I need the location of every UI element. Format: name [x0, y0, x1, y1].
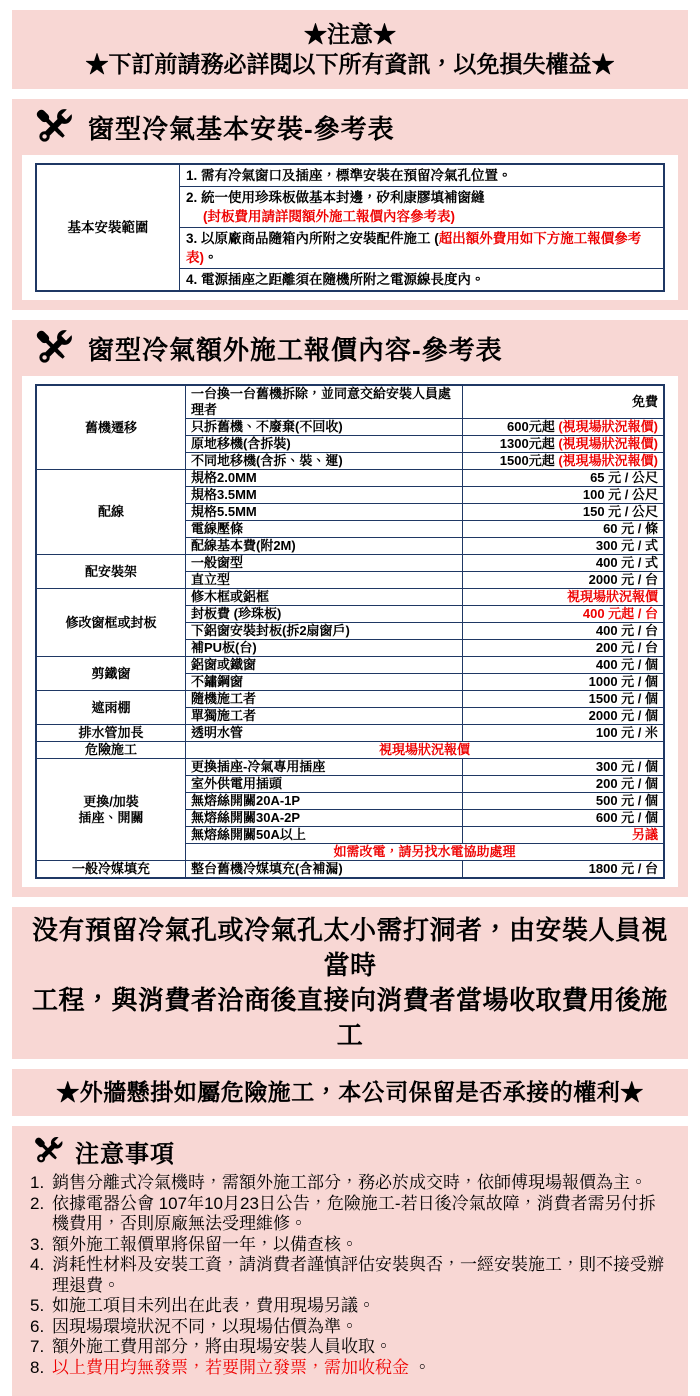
table-row [36, 657, 664, 674]
price-cell [463, 657, 665, 674]
text: 額外施工報價單將保留一年，以備查核。 [52, 1234, 358, 1254]
category-cell: 配線 [36, 470, 186, 555]
merged-note-cell: 視現場狀況報價 [186, 742, 665, 759]
item-cell: 修木框或鋁框 [186, 589, 463, 606]
list-item [28, 1235, 670, 1256]
text: 2. 統一使用珍珠板做基本封邊，矽利康膠填補窗縫 [186, 190, 485, 205]
category-cell: 基本安裝範圍 [36, 164, 180, 291]
notes-list [22, 1171, 678, 1386]
text: 600元起 [507, 419, 559, 434]
item-cell: 封板費 (珍珠板) [186, 606, 463, 623]
text: 。 [409, 1357, 431, 1377]
text: 1500 元 / 個 [588, 691, 658, 706]
item-cell: 無熔絲開關50A以上 [186, 827, 463, 844]
text: 200 元 / 台 [595, 640, 658, 655]
item-cell: 不同地移機(含拆、裝、運) [186, 453, 463, 470]
merged-note-cell: 如需改電，請另找水電協助處理 [186, 844, 665, 861]
list-number: 5. [30, 1296, 45, 1315]
price-cell [463, 521, 665, 538]
banner-line: ★外牆懸掛如屬危險施工，本公司保留是否承接的權利★ [56, 1079, 644, 1105]
item-cell: 無熔絲開關20A-1P [186, 793, 463, 810]
table-row [36, 164, 664, 187]
text: 消耗性材料及安裝工資，請消費者謹慎評估安裝與否，一經安裝施工，則不接受辦理退費。 [52, 1255, 664, 1295]
red-text: (封板費用請詳閱額外施工報價內容參考表) [203, 209, 455, 224]
price-cell [463, 759, 665, 776]
category-cell: 更換/加裝 插座、開關 [36, 759, 186, 861]
section-header [22, 1126, 678, 1171]
table-row [36, 725, 664, 742]
price-cell [463, 419, 665, 436]
item-cell: 補PU板(台) [186, 640, 463, 657]
red-text: (視現場狀況報價) [558, 436, 658, 451]
banner-line: ★注意★ [304, 21, 396, 47]
section-header [22, 320, 678, 376]
table-row [36, 555, 664, 572]
text: 依據電器公會 107年10月23日公告，危險施工-若日後冷氣故障，消費者需另付拆機費用，否則原廠無法受理維修。 [52, 1193, 656, 1233]
text: 銷售分離式冷氣機時，需額外施工部分，務必於成交時，依師傅現場報價為主。 [52, 1173, 647, 1192]
category-cell: 遮雨棚 [36, 691, 186, 725]
red-text: 超出額外費用如下方施工報價參考表) [186, 231, 642, 265]
text: 1300元起 [499, 436, 559, 451]
item-cell [180, 164, 665, 187]
price-cell [463, 623, 665, 640]
table-box [22, 376, 678, 887]
price-cell [463, 674, 665, 691]
table-row [36, 385, 664, 419]
wall-hang-notice-banner [12, 1069, 688, 1116]
item-cell: 鋁窗或鐵窗 [186, 657, 463, 674]
price-cell [463, 810, 665, 827]
category-cell: 一般冷媒填充 [36, 861, 186, 879]
banner-line: 没有預留冷氣孔或冷氣孔太小需打洞者，由安裝人員視當時 [31, 915, 668, 980]
table-row [36, 742, 664, 759]
table-row [36, 470, 664, 487]
category-cell: 剪鐵窗 [36, 657, 186, 691]
text: 65 元 / 公尺 [590, 470, 658, 485]
category-cell: 修改窗框或封板 [36, 589, 186, 657]
list-number: 1. [30, 1173, 45, 1192]
text: 額外施工費用部分，將由現場安裝人員收取。 [52, 1337, 392, 1356]
text: 300 元 / 個 [595, 759, 658, 774]
price-cell [463, 470, 665, 487]
text: 免費 [631, 394, 658, 409]
category-cell: 配安裝架 [36, 555, 186, 589]
table-row [36, 589, 664, 606]
list-item [28, 1337, 670, 1358]
text: 2000 元 / 個 [588, 708, 658, 723]
list-item [28, 1255, 670, 1296]
item-cell: 單獨施工者 [186, 708, 463, 725]
text: 因現場環境狀況不同，以現場估價為準。 [52, 1316, 358, 1336]
price-cell [463, 555, 665, 572]
price-cell [463, 436, 665, 453]
item-cell: 原地移機(含拆裝) [186, 436, 463, 453]
tools-icon [30, 325, 78, 371]
list-number: 8. [30, 1357, 45, 1377]
list-number: 7. [30, 1337, 45, 1356]
category-cell: 排水管加長 [36, 725, 186, 742]
basic-install-table [35, 163, 665, 292]
list-number: 6. [30, 1316, 45, 1336]
item-cell: 不鏽鋼窗 [186, 674, 463, 691]
list-number: 4. [30, 1255, 45, 1274]
price-cell [463, 385, 665, 419]
table-row [36, 691, 664, 708]
text: 1800 元 / 台 [588, 861, 658, 876]
text: 600 元 / 個 [595, 810, 658, 825]
item-cell: 直立型 [186, 572, 463, 589]
banner-line: 工程，與消費者洽商後直接向消費者當場收取費用後施工 [31, 985, 668, 1050]
price-cell [463, 640, 665, 657]
text: 如施工項目未列出在此表，費用現場另議。 [52, 1296, 375, 1315]
price-cell [463, 572, 665, 589]
list-number: 2. [30, 1193, 45, 1213]
item-cell: 規格5.5MM [186, 504, 463, 521]
text: 200 元 / 個 [595, 776, 658, 791]
item-cell: 室外供電用插頭 [186, 776, 463, 793]
red-text: 視現場狀況報價 [566, 589, 658, 604]
price-cell [463, 861, 665, 879]
list-item [28, 1317, 670, 1338]
drill-hole-notice-banner [12, 907, 688, 1059]
category-cell: 危險施工 [36, 742, 186, 759]
text: 400 元 / 台 [595, 623, 658, 638]
price-cell [463, 487, 665, 504]
text: 100 元 / 公尺 [582, 487, 658, 502]
table-row [36, 759, 664, 776]
item-cell: 隨機施工者 [186, 691, 463, 708]
text: 150 元 / 公尺 [582, 504, 658, 519]
item-cell: 整台舊機冷媒填充(含補漏) [186, 861, 463, 879]
price-cell [463, 708, 665, 725]
text: 2000 元 / 台 [588, 572, 658, 587]
banner-line: ★下訂前請務必詳閱以下所有資訊，以免損失權益★ [85, 51, 615, 77]
text: 4. 電源插座之距離須在隨機所附之電源線長度內。 [186, 272, 485, 287]
item-cell: 電線壓條 [186, 521, 463, 538]
tools-icon [30, 104, 78, 150]
item-cell: 配線基本費(附2M) [186, 538, 463, 555]
section-header [22, 99, 678, 155]
item-cell: 更換插座-冷氣專用插座 [186, 759, 463, 776]
section-title: 窗型冷氣基本安裝-參考表 [88, 113, 395, 144]
text: 1. 需有冷氣窗口及插座，標準安裝在預留冷氣孔位置。 [186, 168, 512, 183]
item-cell [180, 187, 665, 228]
red-text: 另議 [631, 827, 658, 842]
list-item [28, 1358, 670, 1379]
item-cell: 一台換一台舊機拆除，並同意交給安裝人員處理者 [186, 385, 463, 419]
text: 400 元 / 式 [595, 555, 658, 570]
price-cell [463, 606, 665, 623]
item-cell: 只拆舊機、不廢棄(不回收) [186, 419, 463, 436]
item-cell [180, 228, 665, 269]
price-cell [463, 776, 665, 793]
red-text: (視現場狀況報價) [558, 453, 658, 468]
item-cell: 規格3.5MM [186, 487, 463, 504]
price-cell [463, 589, 665, 606]
text: 。 [204, 250, 218, 265]
item-cell: 透明水管 [186, 725, 463, 742]
item-cell: 規格2.0MM [186, 470, 463, 487]
extra-work-panel [12, 320, 688, 897]
red-text: 400 元起 / 台 [582, 606, 658, 621]
price-cell [463, 504, 665, 521]
list-item [28, 1194, 670, 1235]
list-item [28, 1296, 670, 1317]
section-title: 窗型冷氣額外施工報價內容-參考表 [88, 334, 503, 365]
price-cell [463, 691, 665, 708]
text: 400 元 / 個 [595, 657, 658, 672]
item-cell [180, 269, 665, 292]
red-text: (視現場狀況報價) [558, 419, 658, 434]
price-cell [463, 538, 665, 555]
text: 60 元 / 條 [603, 521, 658, 536]
item-cell: 一般窗型 [186, 555, 463, 572]
category-cell: 舊機遷移 [36, 385, 186, 470]
price-cell [463, 453, 665, 470]
tools-icon [30, 1133, 67, 1169]
table-row [36, 861, 664, 879]
list-item [28, 1173, 670, 1194]
text: 100 元 / 米 [595, 725, 658, 740]
top-notice-banner [12, 10, 688, 89]
price-cell [463, 793, 665, 810]
text: 1500元起 [499, 453, 559, 468]
list-number: 3. [30, 1234, 45, 1254]
text: 3. 以原廠商品隨箱內所附之安裝配件施工 ( [186, 231, 439, 246]
price-cell [463, 827, 665, 844]
notes-panel [12, 1126, 688, 1396]
section-title: 注意事項 [75, 1140, 175, 1168]
red-text: 以上費用均無發票，若要開立發票，需加收稅金 [52, 1357, 409, 1377]
text: 1000 元 / 個 [588, 674, 658, 689]
price-cell [463, 725, 665, 742]
basic-install-panel [12, 99, 688, 310]
table-box [22, 155, 678, 300]
item-cell: 無熔絲開關30A-2P [186, 810, 463, 827]
page [0, 10, 700, 1396]
text: 500 元 / 個 [595, 793, 658, 808]
item-cell: 下鋁窗安裝封板(拆2扇窗戶) [186, 623, 463, 640]
text: 300 元 / 式 [595, 538, 658, 553]
extra-work-price-table [35, 384, 665, 879]
